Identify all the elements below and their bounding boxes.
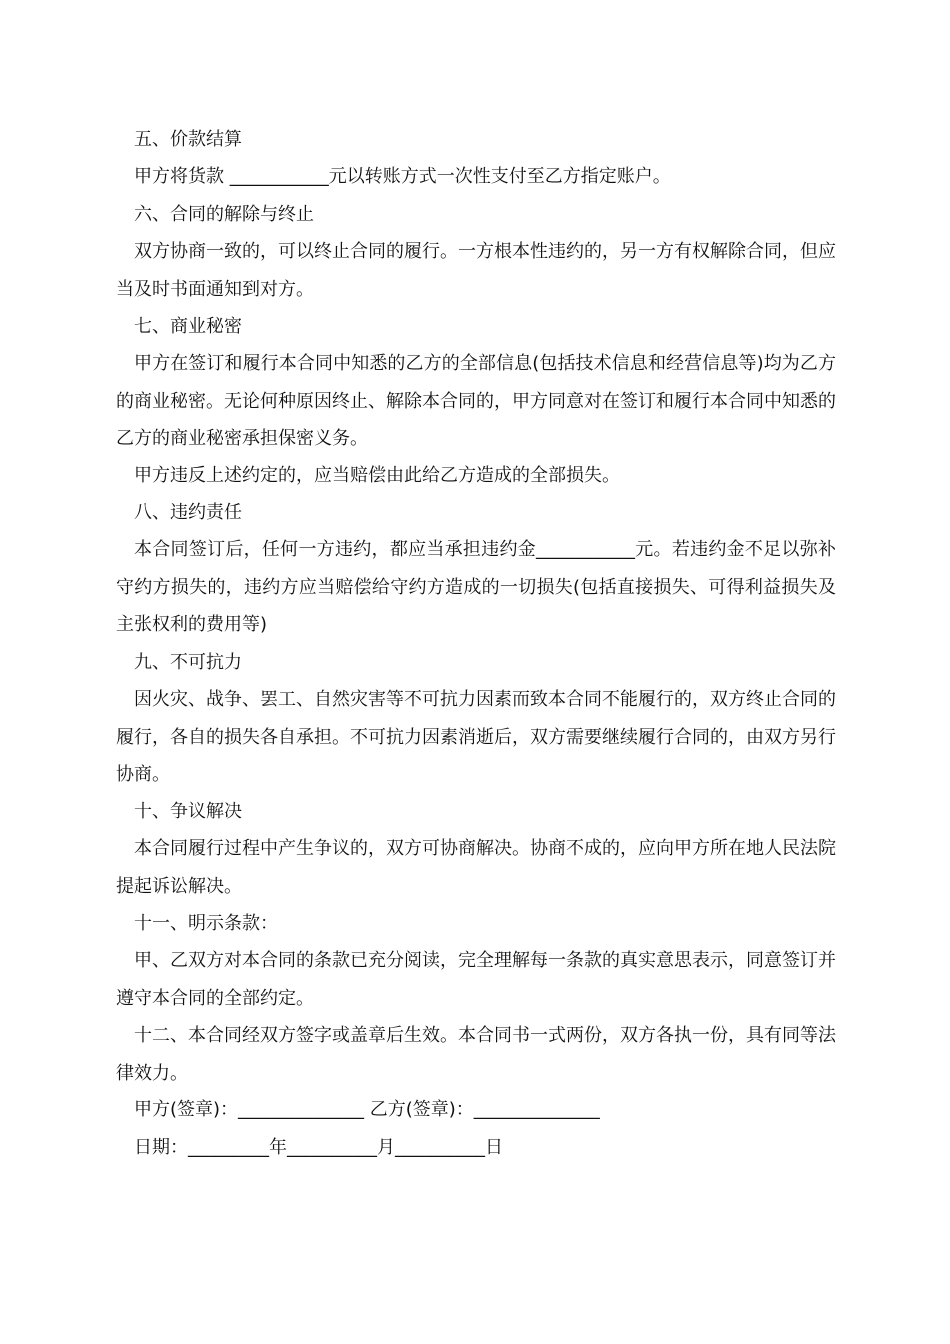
section-5-paragraph: 甲方将货款 ___________元以转账方式一次性支付至乙方指定账户。 — [134, 166, 671, 187]
date-line: 日期：_________年__________月__________日 — [134, 1137, 503, 1158]
section-12-paragraph: 十二、本合同经双方签字或盖章后生效。本合同书一式两份，双方各执一份，具有同等法律效力。 — [116, 1025, 836, 1084]
section-7-paragraph-2: 甲方违反上述约定的，应当赔偿由此给乙方造成的全部损失。 — [134, 465, 620, 486]
section-6-heading: 六、合同的解除与终止 — [134, 204, 314, 225]
section-9-paragraph: 因火灾、战争、罢工、自然灾害等不可抗力因素而致本合同不能履行的，双方终止合同的履行，各自的损失各自承担。不可抗力因素消逝后，双方需要继续履行合同的，由双方另行协商。 — [116, 689, 836, 785]
section-11-paragraph: 甲、乙双方对本合同的条款已充分阅读，完全理解每一条款的真实意思表示，同意签订并遵守本合同的全部约定。 — [116, 950, 836, 1009]
section-9-heading: 九、不可抗力 — [134, 652, 242, 673]
section-5-heading: 五、价款结算 — [134, 129, 242, 150]
section-7-paragraph-1: 甲方在签订和履行本合同中知悉的乙方的全部信息(包括技术信息和经营信息等)均为乙方的商业秘密。无论何种原因终止、解除本合同的，甲方同意对在签订和履行本合同中知悉的乙方的商业秘密承担保密义务。 — [116, 353, 836, 449]
section-7-heading: 七、商业秘密 — [134, 316, 242, 337]
signature-line: 甲方(签章)：______________ 乙方(签章)：______________ — [134, 1099, 600, 1120]
section-8-heading: 八、违约责任 — [134, 502, 242, 523]
section-10-heading: 十、争议解决 — [134, 801, 242, 822]
section-6-paragraph: 双方协商一致的，可以终止合同的履行。一方根本性违约的，另一方有权解除合同，但应当及时书面通知到对方。 — [116, 241, 836, 300]
section-8-paragraph: 本合同签订后，任何一方违约，都应当承担违约金___________元。若违约金不足以弥补守约方损失的，违约方应当赔偿给守约方造成的一切损失(包括直接损失、可得利益损失及主张权利的费用等) — [116, 539, 836, 635]
section-11-heading: 十一、明示条款： — [134, 913, 278, 934]
section-10-paragraph: 本合同履行过程中产生争议的，双方可协商解决。协商不成的，应向甲方所在地人民法院提起诉讼解决。 — [116, 838, 836, 897]
